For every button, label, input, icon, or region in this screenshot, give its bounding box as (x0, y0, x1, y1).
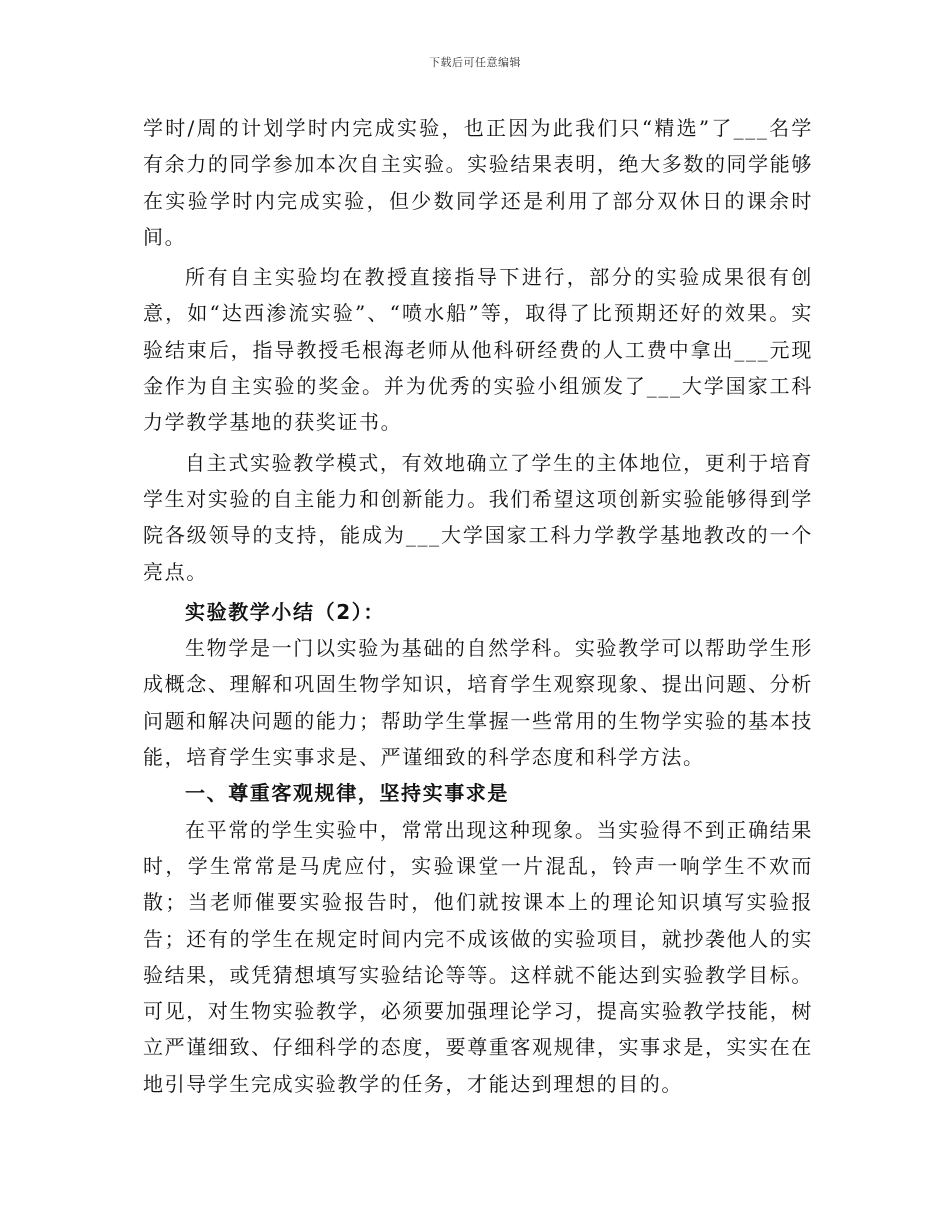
section-heading-summary-2: 实验教学小结（2）： (185, 599, 385, 624)
paragraph-teaching-mode: 自主式实验教学模式，有效地确立了学生的主体地位，更利于培育学生对实验的自主能力和创新能力。我们希望这项创新实验能够得到学院各级领导的支持，能成为___大学国家工科力学教学基地教改的一个亮点。 (143, 450, 813, 584)
section-heading-respect-laws: 一、尊重客观规律，坚持实事求是 (185, 781, 509, 806)
document-body (143, 110, 813, 1102)
page-header: 下载后可任意编辑 (429, 56, 521, 69)
paragraph-continuation: 学时/周的计划学时内完成实验，也正因为此我们只“精选”了___名学有余力的同学参加本次自主实验。实验结果表明，绝大多数的同学能够在实验学时内完成实验，但少数同学还是利用了部分双休日的课余时间。 (143, 116, 813, 249)
paragraph-student-experiments: 在平常的学生实验中，常常出现这种现象。当实验得不到正确结果时，学生常常是马虎应付，实验课堂一片混乱，铃声一响学生不欢而散；当老师催要实验报告时，他们就按课本上的理论知识填写实验报告；还有的学生在规定时间内完不成该做的实验项目，就抄袭他人的实验结果，或凭猜想填写实验结论等等。这样就不能达到实验教学目标。可见，对生物实验教学，必须要加强理论学习，提高实验教学技能，树立严谨细致、仔细科学的态度，要尊重客观规律，实事求是，实实在在地引导学生完成实验教学的任务，才能达到理想的目的。 (143, 817, 813, 1096)
paragraph-guidance: 所有自主实验均在教授直接指导下进行，部分的实验成果很有创意，如“达西渗流实验”、“喷水船”等，取得了比预期还好的效果。实验结束后，指导教授毛根海老师从他科研经费的人工费中拿出___元现金作为自主实验的奖金。并为优秀的实验小组颁发了___大学国家工科力学教学基地的获奖证书。 (143, 265, 813, 435)
paragraph-biology-intro: 生物学是一门以实验为基础的自然学科。实验教学可以帮助学生形成概念、理解和巩固生物学知识，培育学生观察现象、提出问题、分析问题和解决问题的能力；帮助学生掌握一些常用的生物学实验的基本技能，培育学生实事求是、严谨细致的科学态度和科学方法。 (143, 636, 813, 770)
